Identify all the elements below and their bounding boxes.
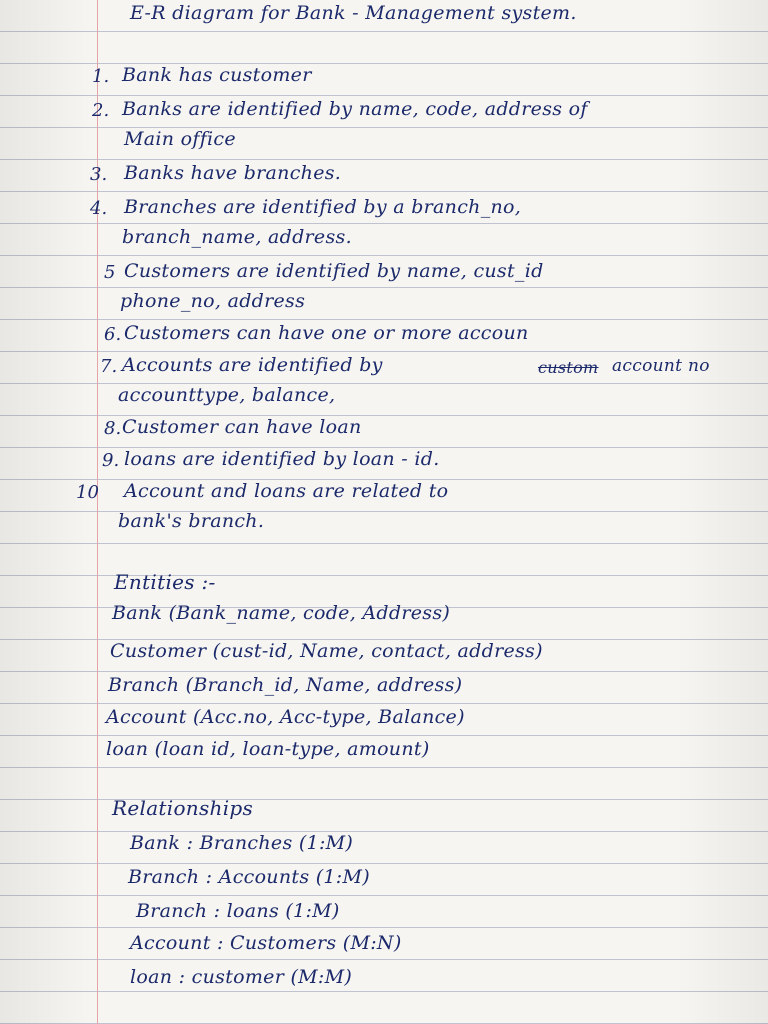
req-line: Branches are identified by a branch_no, [124, 196, 522, 218]
relationship-item: Branch : Accounts (1:M) [128, 866, 370, 888]
req-line: Bank has customer [122, 64, 312, 86]
relationship-item: Branch : loans (1:M) [136, 900, 340, 922]
req-line: branch_name, address. [122, 226, 352, 248]
req-line-continuation: account no [612, 356, 710, 376]
req-line: accounttype, balance, [118, 384, 336, 406]
req-line: Banks are identified by name, code, address of [122, 98, 588, 120]
req-line: Customers are identified by name, cust_id [124, 260, 544, 282]
req-line: loans are identified by loan - id. [124, 448, 440, 470]
req-line: Accounts are identified by [122, 354, 383, 376]
entity-item: Bank (Bank_name, code, Address) [112, 602, 451, 624]
req-number: 10 [76, 482, 99, 503]
req-line: Customers can have one or more accoun [124, 322, 529, 344]
entity-item: Customer (cust-id, Name, contact, address) [110, 640, 543, 662]
req-number: 8. [104, 418, 122, 439]
relationships-heading: Relationships [112, 796, 254, 820]
entity-item: loan (loan id, loan-type, amount) [106, 738, 430, 760]
req-line: Customer can have loan [122, 416, 362, 438]
page-title: E-R diagram for Bank - Management system. [130, 2, 577, 24]
req-line: Main office [124, 128, 236, 150]
relationship-item: Bank : Branches (1:M) [130, 832, 354, 854]
req-number: 4. [90, 198, 108, 219]
req-number: 3. [90, 164, 108, 185]
req-line: Banks have branches. [124, 162, 342, 184]
req-number: 7. [100, 356, 118, 377]
req-line: Account and loans are related to [124, 480, 449, 502]
entity-item: Branch (Branch_id, Name, address) [108, 674, 463, 696]
req-line: phone_no, address [120, 290, 306, 312]
entities-heading: Entities :- [114, 570, 216, 594]
req-number: 1. [92, 66, 110, 87]
req-line: bank's branch. [118, 510, 265, 532]
struck-word: custom [538, 358, 599, 377]
relationship-item: Account : Customers (M:N) [130, 932, 402, 954]
relationship-item: loan : customer (M:M) [130, 966, 353, 988]
margin-line [97, 0, 98, 1024]
req-number: 5 [104, 262, 116, 283]
req-number: 9. [102, 450, 120, 471]
entity-item: Account (Acc.no, Acc-type, Balance) [106, 706, 465, 728]
req-number: 6. [104, 324, 122, 345]
req-number: 2. [92, 100, 110, 121]
